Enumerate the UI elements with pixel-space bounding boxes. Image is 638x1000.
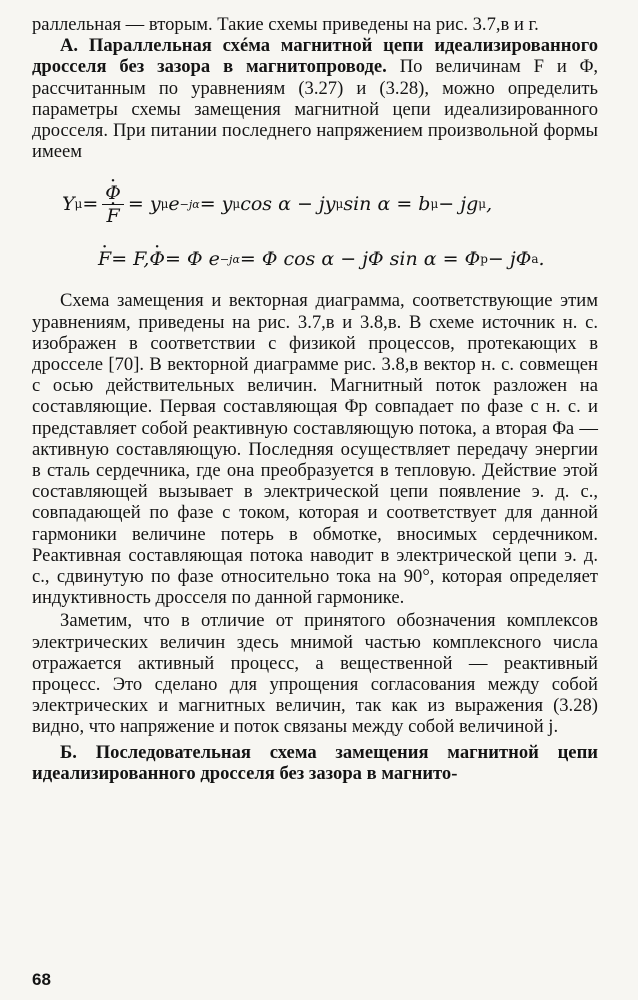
flux-decomposition-formula: · F = F, · Φ = Φ e −jα = Φ cos α − jΦ sin α = Φ р − jΦ а . — [98, 244, 598, 274]
section-a-paragraph — [32, 35, 598, 162]
note-paragraph: Заметим, что в отличие от принятого обозначения комплексов электрических величин здесь мнимой частью комплексного числа отражается активный процесс, а вещественной — реактивный процесс. Это сделано для упрощения согласования между собой электрических и магнитных величин, так как из выражения (3.28) видно, что напряжение и поток связаны между собой величиной j. — [32, 610, 598, 738]
intro-paragraph: раллельная — вторым. Такие схемы приведены на рис. 3.7,в и г. — [32, 14, 539, 35]
page-number: 68 — [32, 970, 51, 989]
section-a-heading: А. Параллельная схéма магнитной цепи идеализированного дросселя без зазора в магнитопроводе. — [32, 35, 598, 78]
section-a-text: По величинам F и Φ, рассчитанным по уравнениям (3.27) и (3.28), можно определить параметры схемы замещения магнитной цепи идеализированного дросселя. При питании последнего напряжением произвольной формы имеем — [32, 56, 598, 163]
section-b-heading: Б. Последовательная схема замещения магнитной цепи идеализированного дросселя без зазора в магнито- — [32, 741, 598, 784]
equivalent-circuit-paragraph: Схема замещения и векторная диаграмма, соответствующие этим уравнениям, приведены на рис. 3.7,в и 3.8,в. В схеме источник н. с. изображен в соответствии с физикой процессов, протекающих в дросселе [70]. В векторной диаграмме рис. 3.8,в вектор н. с. совмещен с осью действительных величин. Магнитный поток разложен на составляющие. Первая составляющая Φр совпадает по фазе с н. с. и представляет собой реактивную составляющую потока, а вторая Φа — активную составляющую. Последняя осуществляет передачу энергии в сталь сердечника, где она преобразуется в тепловую. Действие этой составляющей вызывает в электрической цепи появление э. д. с., совпадающей по фазе с током, которая и соответствует для данной гармоники величине потерь в обмотке, вносимых сердечником. Реактивная составляющая потока наводит в электрической цепи э. д. с., сдвинутую по фазе относительно тока на 90°, которая определяет индуктивность дросселя по данной гармонике. — [32, 290, 598, 609]
admittance-formula: Y μ = · Φ · F = y μ e −jα = y μ cos α − jy μ sin α = b μ − jg μ , — [62, 182, 598, 226]
flux-over-mmf-fraction: · Φ · F — [102, 182, 124, 227]
